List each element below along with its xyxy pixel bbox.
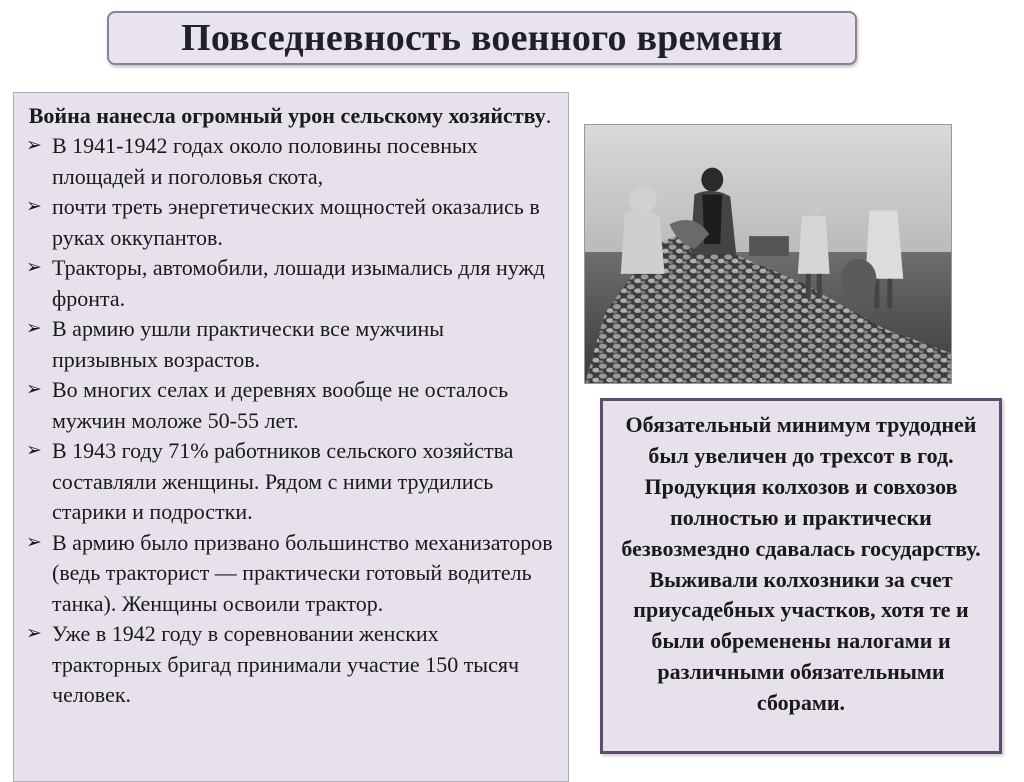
list-item-text: Во многих селах и деревнях вообще не осталось мужчин моложе 50-55 лет.	[52, 377, 509, 433]
arrowhead-bullet-icon: ➢	[26, 257, 42, 278]
title-box	[107, 11, 857, 65]
panel-heading-dot: .	[545, 103, 552, 128]
page-title: Повседневность военного времени	[181, 17, 783, 59]
list-item	[26, 375, 554, 436]
panel-heading-text: Война нанесла огромный урон сельскому хозяйству	[28, 103, 546, 128]
info-box	[600, 398, 1002, 754]
arrowhead-bullet-icon: ➢	[26, 196, 42, 217]
left-text-panel	[13, 92, 569, 782]
arrowhead-bullet-icon: ➢	[26, 135, 42, 156]
list-item-text: В армию ушли практически все мужчины призывных возрастов.	[52, 316, 445, 372]
list-item-text: Уже в 1942 году в соревновании женских тракторных бригад принимали участие 150 тысяч человек.	[52, 621, 520, 707]
list-item	[26, 192, 554, 253]
harvest-photo	[584, 124, 952, 384]
arrowhead-bullet-icon: ➢	[26, 531, 42, 553]
list-item-text: В 1943 году 71% работников сельского хозяйства составляли женщины. Рядом с ними трудились старики и подростки.	[52, 438, 514, 524]
list-item	[26, 619, 554, 711]
list-item	[26, 528, 554, 620]
list-item-text: почти треть энергетических мощностей оказались в руках оккупантов.	[52, 194, 540, 250]
harvest-photo-graphic	[585, 125, 951, 383]
list-item	[26, 436, 554, 528]
list-item	[26, 314, 554, 375]
arrowhead-bullet-icon: ➢	[26, 379, 42, 400]
list-item-text: В 1941-1942 годах около половины посевных площадей и поголовья скота,	[52, 133, 478, 189]
bullet-list	[26, 131, 554, 711]
list-item-text: Тракторы, автомобили, лошади изымались для нужд фронта.	[52, 255, 545, 311]
list-item-text: В армию было призвано большинство механизаторов (ведь тракторист — практически готовый водитель танка). Женщины освоили трактор.	[52, 529, 553, 616]
list-item	[26, 253, 554, 314]
info-box-text: Обязательный минимум трудодней был увеличен до трехсот в год. Продукция колхозов и совхозов полностью и практически безвозмездно сдавалась государству. Выживали колхозники за счет приусадебных участков, хотя те и были обременены налогами и различными обязательными сборами.	[621, 412, 981, 716]
arrowhead-bullet-icon: ➢	[26, 440, 42, 461]
arrowhead-bullet-icon: ➢	[26, 623, 42, 644]
panel-heading	[26, 101, 554, 130]
arrowhead-bullet-icon: ➢	[26, 318, 42, 339]
list-item	[26, 131, 554, 192]
